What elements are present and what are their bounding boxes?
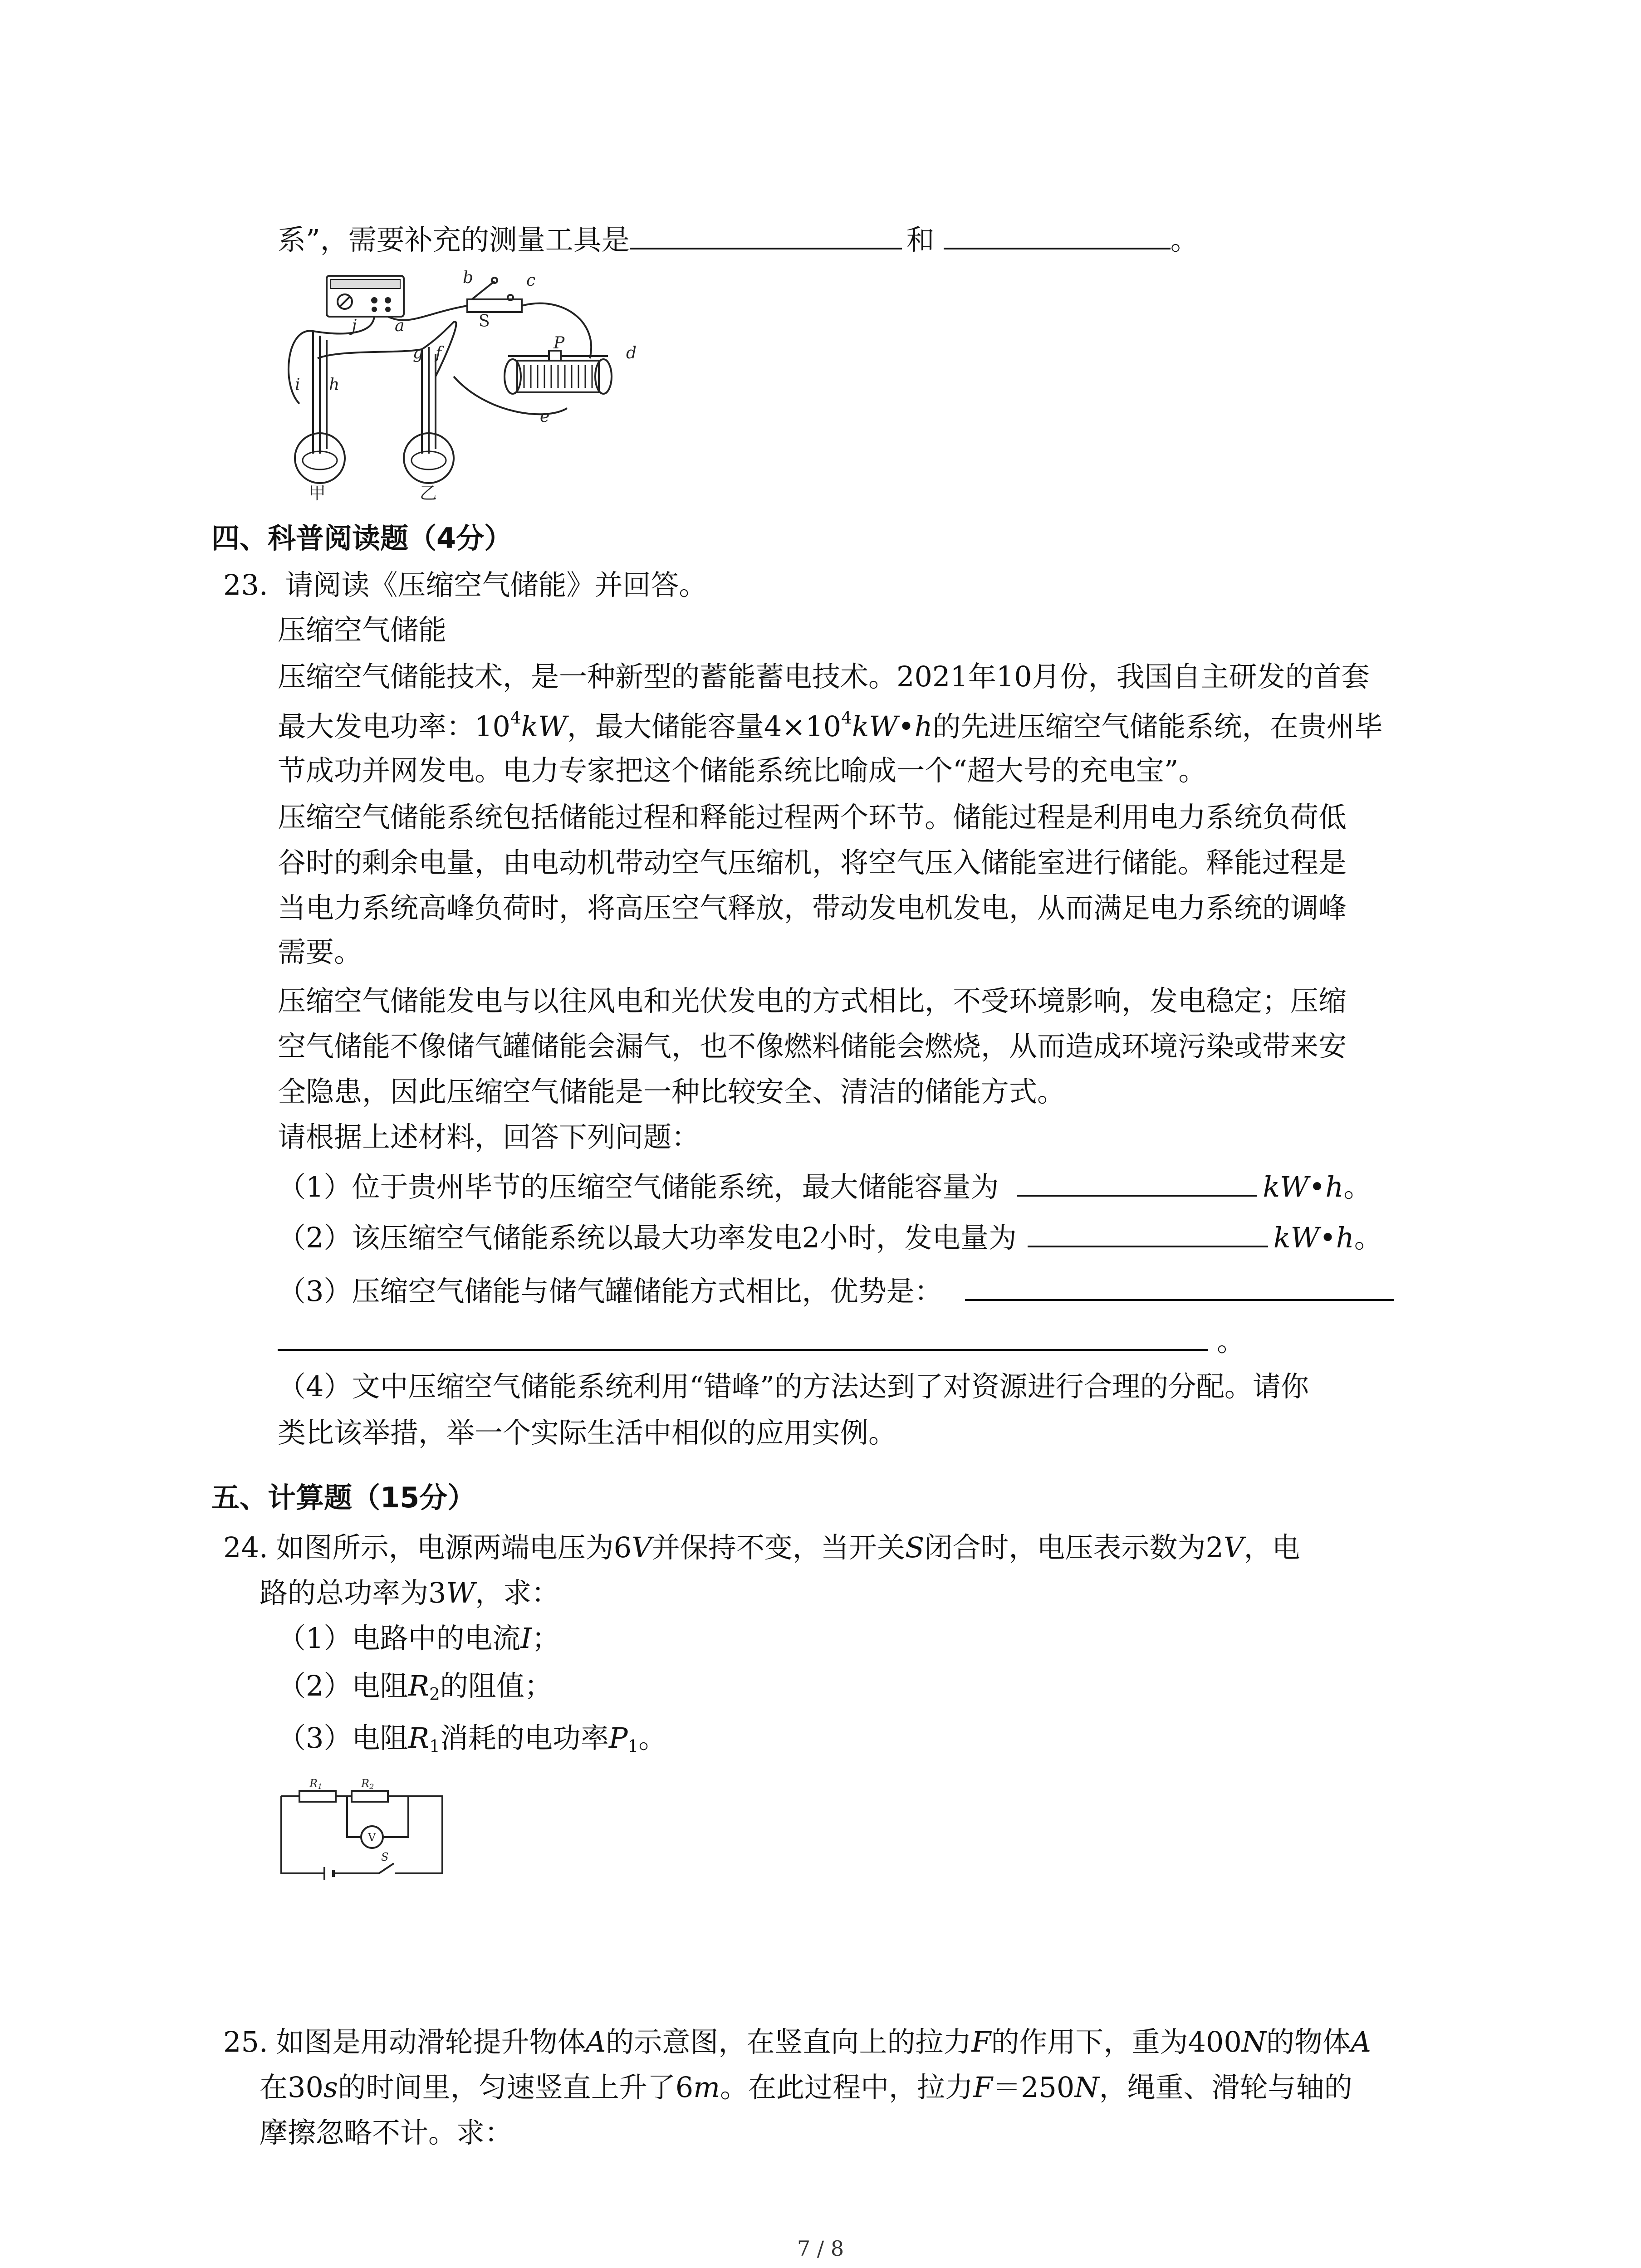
- label-s: S: [479, 312, 490, 331]
- page-number: 7 / 8: [797, 2236, 844, 2261]
- q22-connector: 和: [906, 223, 935, 256]
- article-p2-l1: 压缩空气储能系统包括储能过程和释能过程两个环节。储能过程是利用电力系统负荷低: [278, 801, 1347, 834]
- q23-prompt: 请阅读《压缩空气储能》并回答。: [285, 568, 707, 601]
- apparatus-figure: [272, 268, 653, 503]
- q23-prompt-line: [223, 568, 707, 602]
- label-e: e: [540, 407, 550, 426]
- q23-sub3: （3）压缩空气储能与储气罐储能方式相比，优势是：: [278, 1274, 1394, 1308]
- q24-line1: 24. 如图所示，电源两端电压为6V并保持不变，当开关S闭合时，电压表示数为2V，电: [223, 1531, 1300, 1564]
- article-p1-l1: 压缩空气储能技术，是一种新型的蓄能蓄电技术。2021年10月份，我国自主研发的首套: [278, 660, 1370, 693]
- answer-blank-1[interactable]: [630, 222, 902, 249]
- label-r2: R2: [361, 1778, 374, 1791]
- switch-s: [379, 1863, 394, 1873]
- article-p2-l2: 谷时的剩余电量，由电动机带动空气压缩机，将空气压入储能室进行储能。释能过程是: [278, 846, 1347, 879]
- section-4-heading: 四、科普阅读题（4分）: [211, 522, 513, 555]
- article-p3-l3: 全隐患，因此压缩空气储能是一种比较安全、清洁的储能方式。: [278, 1075, 1066, 1108]
- label-i: i: [295, 376, 300, 394]
- q22-end: 。: [1170, 223, 1199, 256]
- article-p1-l2: 最大发电功率：$10^4kW$，最大储能容量$4\times 10^4kW•h$的先进压缩空气储能系统，在贵州毕: [278, 708, 1383, 743]
- label-f: f: [436, 344, 442, 362]
- article-p3-l2: 空气储能不像储气罐储能会漏气，也不像燃料储能会燃烧，从而造成环境污染或带来安: [278, 1030, 1347, 1063]
- label-g: g: [413, 344, 424, 362]
- article-p3-l1: 压缩空气储能发电与以往风电和光伏发电的方式相比，不受环境影响，发电稳定；压缩: [278, 984, 1347, 1017]
- q22-tail-line: [278, 222, 1199, 257]
- circuit-figure: [272, 1778, 454, 1892]
- label-j: j: [352, 317, 357, 335]
- answer-blank-2[interactable]: [944, 222, 1171, 249]
- q24-line2: 路的总功率为3W，求：: [260, 1576, 560, 1609]
- switch: [467, 299, 522, 312]
- label-v: V: [368, 1831, 376, 1844]
- q22-text: 系”，需要补充的测量工具是: [278, 223, 630, 256]
- article-p2-l3: 当电力系统高峰负荷时，将高压空气释放，带动发电机发电，从而满足电力系统的调峰: [278, 891, 1347, 924]
- article-p1-l3: 节成功并网发电。电力专家把这个储能系统比喻成一个“超大号的充电宝”。: [278, 754, 1207, 787]
- instruction: 请根据上述材料，回答下列问题：: [278, 1120, 700, 1154]
- article-p2-l4: 需要。: [278, 935, 362, 968]
- label-r1: R1: [309, 1778, 323, 1791]
- label-switch: S: [381, 1851, 389, 1863]
- label-jia: 甲: [309, 483, 326, 503]
- q25-number: 25.: [223, 2025, 268, 2058]
- q23-sub3-cont: 。: [278, 1324, 1245, 1358]
- section-5-heading: 五、计算题（15分）: [211, 1481, 476, 1514]
- q24-sub3: （3）电阻$R_1$消耗的电功率$P_1$。: [278, 1721, 667, 1756]
- label-c: c: [526, 271, 536, 290]
- label-b: b: [463, 269, 474, 287]
- q23-number: 23.: [223, 568, 268, 601]
- q23-sub1: （1）位于贵州毕节的压缩空气储能系统，最大储能容量为 kW•h。: [278, 1170, 1372, 1203]
- q24-number: 24.: [223, 1531, 268, 1564]
- q23-sub4-l2: 类比该举措，举一个实际生活中相似的应用实例。: [278, 1416, 897, 1449]
- q24-sub1: （1）电路中的电流I；: [278, 1622, 560, 1655]
- answer-blank-sub2[interactable]: [1028, 1220, 1268, 1247]
- label-p: P: [554, 334, 565, 352]
- label-a: a: [395, 317, 405, 335]
- label-h: h: [329, 376, 340, 394]
- article-title: 压缩空气储能: [278, 613, 447, 646]
- label-d: d: [626, 344, 637, 362]
- q23-sub2: （2）该压缩空气储能系统以最大功率发电2小时，发电量为 kW•h。: [278, 1221, 1382, 1254]
- q25-line1: 25. 如图是用动滑轮提升物体A的示意图，在竖直向上的拉力F的作用下，重为400N的物体A: [223, 2025, 1371, 2058]
- answer-blank-sub3b[interactable]: [278, 1324, 1208, 1351]
- label-yi: 乙: [420, 483, 437, 503]
- q23-sub4-l1: （4）文中压缩空气储能系统利用“错峰”的方法达到了对资源进行合理的分配。请你: [278, 1370, 1309, 1403]
- q25-line2: 在30s的时间里，匀速竖直上升了6m。在此过程中，拉力F＝250N，绳重、滑轮与轴的: [260, 2071, 1352, 2104]
- answer-blank-sub1[interactable]: [1017, 1169, 1257, 1197]
- q25-line3: 摩擦忽略不计。求：: [260, 2116, 513, 2149]
- answer-blank-sub3a[interactable]: [965, 1274, 1394, 1301]
- resistor-r2: [352, 1791, 388, 1802]
- resistor-r1: [299, 1791, 336, 1802]
- q24-sub2: （2）电阻$R_2$的阻值；: [278, 1669, 553, 1704]
